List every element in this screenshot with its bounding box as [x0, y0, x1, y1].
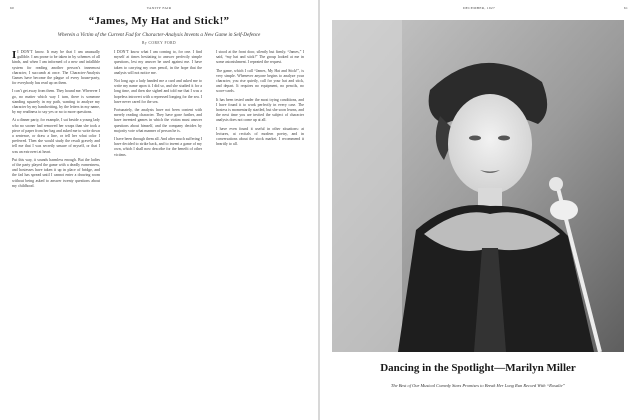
photo-caption-title: Dancing in the Spotlight—Marilyn Miller [380, 362, 576, 374]
drop-cap: I [12, 50, 17, 61]
portrait-photo [332, 20, 624, 352]
column-1-paragraph: Put this way, it sounds harmless enough. But the ladies of the party played the game with a deadly earnestness, and hostesses have taken it up in place of bridge, and the fad has spread until I cannot enter a drawing room without being asked to answer twenty questions about my childhood. [12, 157, 100, 188]
article-subtitle: Wherein a Victim of the Current Fad for Character-Analysis Invents a New Game in Self-Defence [57, 32, 261, 38]
column-2-paragraph: Fortunately, the analysts have not been content with merely reading character. They have gone further, and have invented games in which the victim must answer questions about himself, and the company decides by majority vote what manner of person he is. [114, 108, 202, 133]
left-folio-title: VANITY FAIR [146, 6, 172, 10]
left-page [0, 0, 318, 420]
column-2-paragraph: Not long ago a lady handed me a card and asked me to write my name upon it. I did so, and she studied it for a long time, and then she sighed and told me that I was a hopeless introvert with a repressed longing for the sea. I have never cared for the sea. [114, 79, 202, 104]
column-3-paragraph: I have even found it useful in other situations: at lectures, at recitals of modern poetry, and in conversations about the stock market. I recommend it heartily to all. [216, 126, 304, 147]
portrait-photo-image [332, 20, 624, 352]
column-1-paragraph: I can’t get away from them. They hound me. Wherever I go, no matter which way I turn, there is someone standing squarely in my path, wanting to analyze my character by my handwriting, by the letters in my name, by my readiness to say yes or no to more questions. [12, 89, 100, 115]
article-column-2 [114, 50, 202, 406]
column-1-paragraph-text: I DON’T know. It may be that I am unusually gullible. I am prone to be taken in by schemes of all kinds, and when I am informed of a new and infallible system for reading another person’s innermost character, I succumb at once. The Character-Analysis Games have become the plague of every house-party, for everybody has read up on them. [12, 50, 100, 86]
right-page [320, 0, 638, 420]
article-byline: By COREY FORD [141, 41, 177, 45]
article-column-3 [216, 50, 304, 406]
column-1-paragraph [12, 50, 100, 86]
column-3-paragraph: I stood at the front door, silently but firmly. “James,” I said, “my hat and stick!” The group looked at me in some astonishment. I repeated the request. [216, 50, 304, 65]
column-3-paragraph: The game, which I call “James, My Hat and Stick!”, is very simple. Whenever anyone begins to analyze your character, you rise quietly, call for your hat and stick, and depart. It requires no equipment, no pencils, no score-cards. [216, 68, 304, 94]
article-title: “James, My Hat and Stick!” [88, 15, 230, 27]
photo-caption-subtitle: The Best of Our Musical Comedy Stars Promises to Break Her Long Run Record With “Rosalie” [390, 383, 566, 388]
left-folio-number: 60 [10, 6, 15, 10]
column-2-paragraph: I DON’T know what I am coming to, for one. I find myself at times hesitating to answer perfectly simple questions, lest my answer be used against me. I have taken to carrying my own pencil, in the hope that the analysts will not notice me. [114, 50, 202, 75]
column-1-paragraph: At a dinner party, for example, I sat beside a young lady who no sooner had removed her wraps than she took a piece of paper from her bag and asked me to write down a sentence, or draw a line, or tell her what color I preferred. Then she would study the result gravely and tell me that I was secretly unsure of myself, or that I was an extrovert at heart. [12, 118, 100, 154]
right-folio-number: 61 [623, 6, 628, 10]
column-2-paragraph: I have been through them all. And after much suffering I have decided to strike back, and to invent a game of my own, which I shall now describe for the benefit of other victims. [114, 137, 202, 157]
right-folio-title: DECEMBER, 1927 [462, 6, 495, 10]
column-3-paragraph: It has been tested under the most trying conditions, and I have found it to work perfectly in every case. The hostess is momentarily startled, but she soon learns, and the next time you are invited the subject of character analysis does not come up at all. [216, 97, 304, 123]
article-column-1 [12, 50, 100, 406]
